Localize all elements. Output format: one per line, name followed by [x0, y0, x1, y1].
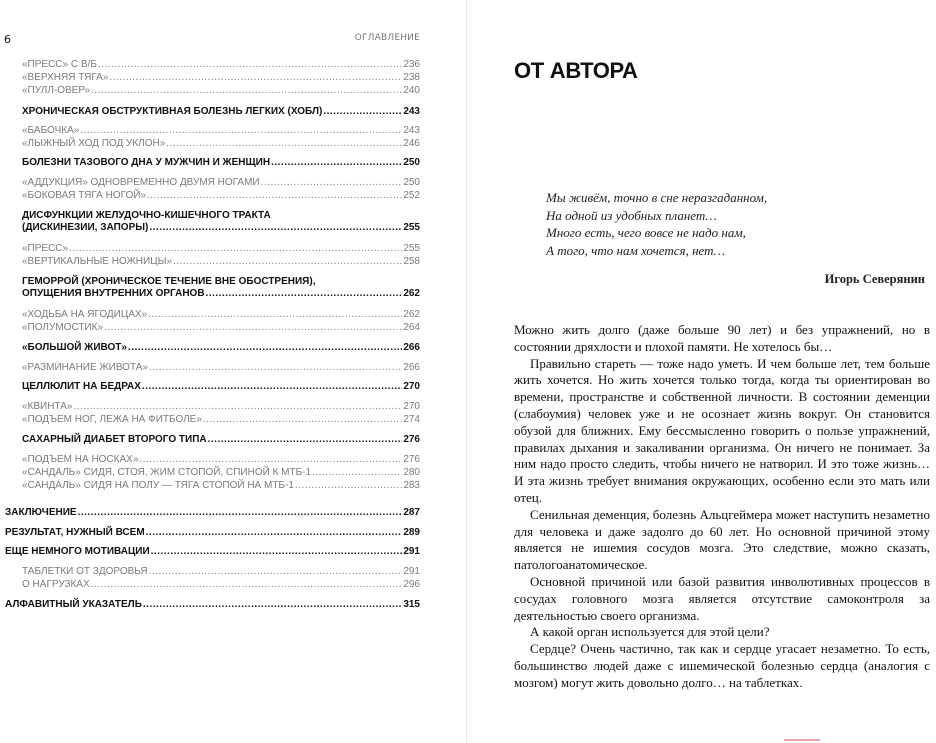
toc-entry: [22, 434, 420, 446]
toc-entry: [22, 309, 420, 321]
toc-entry-title: «ПОДЪЕМ НОГ, ЛЕЖА НА ФИТБОЛЕ»: [22, 414, 202, 425]
toc-entry: [22, 342, 420, 354]
toc-leader: [104, 322, 402, 334]
right-page: [467, 0, 936, 743]
toc-leader: [151, 546, 403, 558]
toc-entry-title: «ХОДЬБА НА ЯГОДИЦАХ»: [22, 309, 148, 320]
toc-leader: [203, 414, 402, 426]
toc-page-number: 315: [403, 599, 420, 610]
running-head: ОГЛАВЛЕНИЕ: [354, 33, 420, 43]
toc-entry-title: САХАРНЫЙ ДИАБЕТ ВТОРОГО ТИПА: [22, 434, 207, 445]
toc-leader: [323, 106, 402, 118]
toc-leader: [312, 467, 402, 479]
toc-page-number: 262: [403, 288, 420, 299]
toc-entry-title: ДИСФУНКЦИИ ЖЕЛУДОЧНО-КИШЕЧНОГО ТРАКТА: [22, 210, 271, 221]
toc-leader: [69, 243, 402, 255]
toc-page-number: 291: [403, 546, 420, 557]
epigraph-line: А того, что нам хочется, нет…: [546, 242, 726, 258]
toc-leader: [147, 190, 402, 202]
toc-entry-title: ЦЕЛЛЮЛИТ НА БЕДРАХ: [22, 381, 141, 392]
toc-page-number: 266: [403, 342, 420, 353]
toc-entry: [22, 243, 420, 255]
toc-entry-title: «ПРЕСС» С В/Б: [22, 59, 97, 70]
toc-leader: [91, 579, 403, 591]
toc-entry: [22, 256, 420, 268]
toc-leader: [73, 401, 402, 413]
toc-entry-title: «ВЕРХНЯЯ ТЯГА»: [22, 72, 109, 83]
toc-leader: [295, 480, 402, 492]
toc-page-number: 243: [403, 106, 420, 117]
body-text: [514, 322, 930, 692]
toc-leader: [139, 454, 402, 466]
toc-entry: [22, 362, 420, 374]
toc-entry-title: «ПРЕСС»: [22, 243, 69, 254]
toc-entry: [22, 138, 420, 150]
toc-page-number: 262: [403, 309, 420, 320]
toc-page-number: 276: [403, 454, 420, 465]
toc-entry: [22, 579, 420, 591]
toc-page-number: 283: [403, 480, 420, 491]
toc-leader: [149, 222, 402, 234]
toc-leader: [271, 157, 402, 169]
toc-entry-title: «САНДАЛЬ» СИДЯ НА ПОЛУ — ТЯГА СТОПОЙ НА МТБ-1: [22, 480, 294, 491]
toc-entry-title: ХРОНИЧЕСКАЯ ОБСТРУКТИВНАЯ БОЛЕЗНЬ ЛЕГКИХ (ХОБЛ): [22, 106, 323, 117]
toc-leader: [109, 72, 402, 84]
left-page: [0, 0, 466, 743]
toc-entry-title: «ПОДЪЕМ НА НОСКАХ»: [22, 454, 139, 465]
toc-entry: [22, 401, 420, 413]
toc-page-number: 296: [403, 579, 420, 590]
toc-page-number: 255: [403, 243, 420, 254]
toc-entry: [22, 125, 420, 137]
toc-entry: [22, 157, 420, 169]
toc-page-number: 250: [403, 157, 420, 168]
toc-page-number: 266: [403, 362, 420, 373]
toc-entry-title: «АДДУКЦИЯ» ОДНОВРЕМЕННО ДВУМЯ НОГАМИ: [22, 177, 260, 188]
toc-page-number: 287: [403, 507, 420, 518]
toc-page-number: 280: [403, 467, 420, 478]
epigraph: [546, 189, 767, 259]
paragraph: Сенильная деменция, болезнь Альцгеймера может наступить незаметно для человека и даже задолго до 60 лет. Но основной причиной этому является не ишемия сосудов мозга. Это следствие, можно сказать, патологоанатомическое.: [514, 506, 930, 573]
toc-entry-title: ГЕМОРРОЙ (ХРОНИЧЕСКОЕ ТЕЧЕНИЕ ВНЕ ОБОСТРЕНИЯ),: [22, 276, 316, 287]
toc-entry: [22, 566, 420, 578]
toc-page-number: 246: [403, 138, 420, 149]
toc-entry-title: «КВИНТА»: [22, 401, 73, 412]
toc-entry-title: БОЛЕЗНИ ТАЗОВОГО ДНА У МУЖЧИН И ЖЕНЩИН: [22, 157, 271, 168]
epigraph-line: Мы живём, точно в сне неразгаданном,: [546, 190, 768, 205]
toc-entry: [22, 106, 420, 118]
toc-leader: [128, 342, 402, 354]
toc-page-number: 255: [403, 222, 420, 233]
toc-entry-title: «ВЕРТИКАЛЬНЫЕ НОЖНИЦЫ»: [22, 256, 173, 267]
toc-entry: [5, 527, 420, 539]
toc-entry-title-continued: ОПУЩЕНИЯ ВНУТРЕННИХ ОРГАНОВ: [22, 288, 205, 299]
toc-entry-title: «РАЗМИНАНИЕ ЖИВОТА»: [22, 362, 148, 373]
toc-leader: [142, 381, 402, 393]
paragraph: Можно жить долго (даже больше 90 лет) и без упражнений, но в состоянии дряхлости и плохой памяти. Не хотелось бы…: [514, 322, 930, 354]
toc-entry: [22, 322, 420, 334]
toc-entry-title: «ЛЫЖНЫЙ ХОД ПОД УКЛОН»: [22, 138, 166, 149]
toc-leader: [149, 566, 403, 578]
paragraph: Правильно стареть — тоже надо уметь. И чем больше лет, тем больше жить хочется. Но жить хочется только тогда, когда ты ориентирован во времени, пространстве и собственной личности. В состоянии деменции (слабоумия) человек уже и не осознает жизнь вокруг. Он становится обузой для ближних. Ему бессмысленно говорить о пользе упражнений, правилах дыхания и закаливании организма. Он ничего не понимает. За ним надо просто следить, чтобы ничего не натворил. И это тоже жизнь… И эта жизнь требует внимания окружающих, особенно если это мать или отец.: [514, 355, 930, 505]
toc-page-number: 274: [403, 414, 420, 425]
toc-page-number: 243: [403, 125, 420, 136]
toc-page-number: 276: [403, 434, 420, 445]
toc-entry: [5, 599, 420, 611]
toc-entry-title: «ПУЛЛ-ОВЕР»: [22, 85, 91, 96]
toc-entry: [22, 414, 420, 426]
toc-leader: [206, 288, 403, 300]
toc-page-number: 240: [403, 85, 420, 96]
toc-entry-title: «ПОЛУМОСТИК»: [22, 322, 104, 333]
paragraph: Сердце? Очень частично, так как и сердце угасает незаметно. То есть, большинство людей даже с ишемической болезнью сердца (аналогия с мозгом) могут жить довольно долго… на таблетках.: [514, 641, 930, 690]
toc-leader: [166, 138, 402, 150]
toc-page-number: 236: [403, 59, 420, 70]
toc-entry-title: ЕЩЕ НЕМНОГО МОТИВАЦИИ: [5, 546, 150, 557]
toc-entry: [22, 454, 420, 466]
toc-entry-title: «САНДАЛЬ» СИДЯ, СТОЯ, ЖИМ СТОПОЙ, СПИНОЙ К МТБ-1: [22, 467, 312, 478]
toc-leader: [98, 59, 402, 71]
toc-leader: [148, 309, 402, 321]
toc-page-number: 252: [403, 190, 420, 201]
toc-entry-title: ТАБЛЕТКИ ОТ ЗДОРОВЬЯ: [22, 566, 148, 577]
epigraph-author: Игорь Северянин: [824, 272, 925, 286]
toc-entry: [22, 59, 420, 71]
toc-leader: [146, 527, 403, 539]
toc-page-number: 258: [403, 256, 420, 267]
toc-leader: [91, 85, 402, 97]
toc-entry: [22, 190, 420, 202]
toc-entry: [22, 276, 420, 300]
toc-leader: [149, 362, 402, 374]
toc-leader: [78, 507, 403, 519]
toc-entry-title: РЕЗУЛЬТАТ, НУЖНЫЙ ВСЕМ: [5, 527, 145, 538]
toc-entry: [22, 177, 420, 189]
toc-entry: [5, 546, 420, 558]
toc-entry-title-continued: (ДИСКИНЕЗИИ, ЗАПОРЫ): [22, 222, 149, 233]
toc-leader: [143, 599, 402, 611]
chapter-title: ОТ АВТОРА: [514, 58, 638, 83]
toc-page-number: 289: [403, 527, 420, 538]
toc-entry-title: ЗАКЛЮЧЕНИЕ: [5, 507, 77, 518]
toc-page-number: 270: [403, 381, 420, 392]
toc-entry: [22, 381, 420, 393]
toc-entry-title: «БОКОВАЯ ТЯГА НОГОЙ»: [22, 190, 146, 201]
toc-entry: [22, 210, 420, 234]
toc-page-number: 238: [403, 72, 420, 83]
toc-entry: [22, 480, 420, 492]
toc-entry: [22, 85, 420, 97]
paragraph: Основной причиной или базой развития инволютивных процессов в сосудах головного мозга является отсутствие самоконтроля за деятельностью своего организма.: [514, 573, 930, 623]
toc-leader: [173, 256, 402, 268]
toc-entry-title: «БАБОЧКА»: [22, 125, 80, 136]
toc-entry: [22, 72, 420, 84]
toc-leader: [261, 177, 403, 189]
epigraph-line: Много есть, чего вовсе не надо нам,: [546, 225, 746, 240]
toc-page-number: 270: [403, 401, 420, 412]
toc-leader: [80, 125, 402, 137]
toc-entry-title: «БОЛЬШОЙ ЖИВОТ»: [22, 342, 127, 353]
toc-leader: [208, 434, 403, 446]
toc-page-number: 291: [403, 566, 420, 577]
toc-page-number: 250: [403, 177, 420, 188]
page-number: 6: [4, 33, 11, 46]
toc-page-number: 264: [403, 322, 420, 333]
toc-entry: [5, 507, 420, 519]
paragraph: А какой орган используется для этой цели?: [530, 624, 770, 640]
epigraph-line: На одной из удобных планет…: [546, 207, 717, 223]
toc-entry-title: О НАГРУЗКАХ: [22, 579, 90, 590]
page-edge-mark: [784, 739, 820, 741]
toc-entry: [22, 467, 420, 479]
toc-entry-title: АЛФАВИТНЫЙ УКАЗАТЕЛЬ: [5, 599, 142, 610]
